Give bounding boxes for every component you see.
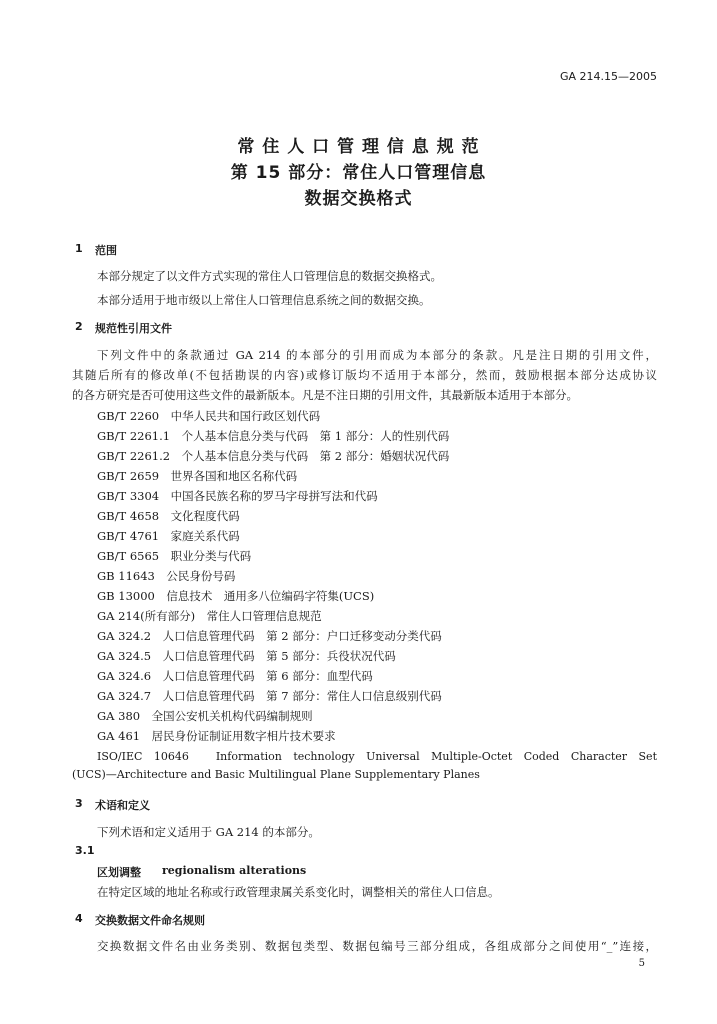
reference-item: GB 11643 公民身份号码 [97,569,236,583]
reference-item: GA 324.5 人口信息管理代码 第 5 部分：兵役状况代码 [97,649,396,663]
reference-item: GB 13000 信息技术 通用多八位编码字符集(UCS) [97,589,375,603]
reference-item: GB/T 2261.1 个人基本信息分类与代码 第 1 部分：人的性别代码 [97,429,450,443]
section-1-number: 1 [75,242,83,255]
section-1-title: 范围 [95,244,117,257]
title-line-2: 第 15 部分：常住人口管理信息 [230,163,487,183]
section-3-title: 术语和定义 [95,799,150,812]
reference-item: GB/T 2260 中华人民共和国行政区划代码 [97,409,321,423]
term-english: regionalism alterations [162,864,307,877]
reference-item: GA 324.7 人口信息管理代码 第 7 部分：常住人口信息级别代码 [97,689,442,703]
section-2-title: 规范性引用文件 [95,322,172,335]
section-4-number: 4 [75,912,83,925]
reference-item: GB/T 2659 世界各国和地区名称代码 [97,469,298,483]
standard-number: GA 214.15—2005 [559,70,657,83]
reference-item: GA 324.6 人口信息管理代码 第 6 部分：血型代码 [97,669,373,683]
reference-item: GA 461 居民身份证制证用数字相片技术要求 [97,729,336,743]
section-1-para-1: 本部分规定了以文件方式实现的常住人口管理信息的数据交换格式。 [97,269,442,283]
reference-item: GA 324.2 人口信息管理代码 第 2 部分：户口迁移变动分类代码 [97,629,442,643]
reference-item: GB/T 6565 职业分类与代码 [97,549,252,563]
reference-item: GB/T 2261.2 个人基本信息分类与代码 第 2 部分：婚姻状况代码 [97,449,450,463]
reference-item: GA 214(所有部分) 常住人口管理信息规范 [97,609,322,623]
section-2-number: 2 [75,320,83,333]
section-2-intro-line-2: 其随后所有的修改单(不包括勘误的内容)或修订版均不适用于本部分，然而，鼓励根据本部分达成协议 [72,368,657,382]
title-line-1: 常 住 人 口 管 理 信 息 规 范 [237,137,480,157]
section-3-intro: 下列术语和定义适用于 GA 214 的本部分。 [97,825,320,839]
section-4-para-1: 交换数据文件名由业务类别、数据包类型、数据包编号三部分组成，各组成部分之间使用“_”连接， [97,939,657,953]
page-number: 5 [638,958,645,969]
reference-item: GB/T 4761 家庭关系代码 [97,529,240,543]
reference-item: GB/T 3304 中国各民族名称的罗马字母拼写法和代码 [97,489,378,503]
term-definition: 在特定区域的地址名称或行政管理隶属关系变化时，调整相关的常住人口信息。 [97,885,500,899]
title-line-3: 数据交换格式 [304,189,413,209]
subsection-3-1-number: 3.1 [75,844,95,857]
reference-item-iso-line-1: ISO/IEC 10646 Information technology Universal Multiple-Octet Coded Character Set [97,750,657,763]
section-2-intro-line-3: 的各方研究是否可使用这些文件的最新版本。凡是不注日期的引用文件，其最新版本适用于本部分。 [72,388,578,402]
section-1-para-2: 本部分适用于地市级以上常住人口管理信息系统之间的数据交换。 [97,293,431,307]
term-chinese: 区划调整 [97,866,141,879]
reference-item: GB/T 4658 文化程度代码 [97,509,240,523]
section-2-intro-line-1: 下列文件中的条款通过 GA 214 的本部分的引用而成为本部分的条款。凡是注日期的引用文件， [97,348,657,362]
section-4-title: 交换数据文件命名规则 [95,914,205,927]
reference-item: GA 380 全国公安机关机构代码编制规则 [97,709,313,723]
section-3-number: 3 [75,797,83,810]
reference-item-iso-line-2: (UCS)—Architecture and Basic Multilingual Plane Supplementary Planes [72,768,480,781]
